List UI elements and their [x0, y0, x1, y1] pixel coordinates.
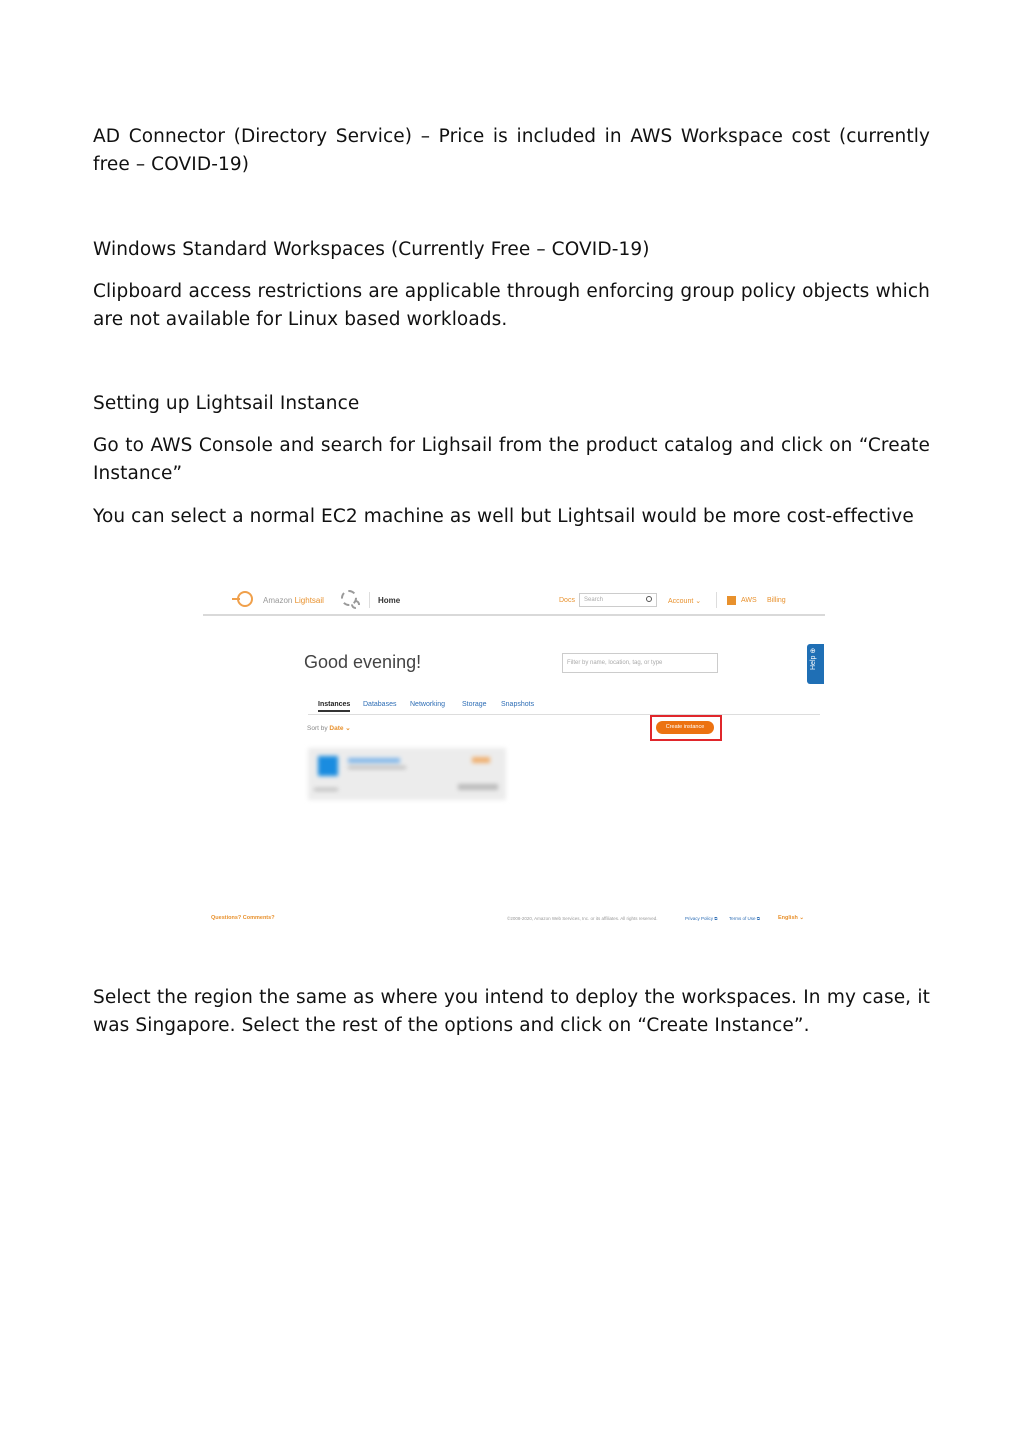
docs-link: Docs: [559, 597, 575, 604]
lightsail-logo-text: Amazon Lightsail: [263, 596, 324, 605]
heading-setting-up-lightsail: Setting up Lightsail Instance: [93, 393, 360, 414]
help-tab: [807, 644, 824, 684]
instance-details-blurred: [348, 766, 406, 769]
filter-input: [562, 653, 718, 673]
paragraph-ec2-alternative: You can select a normal EC2 machine as well but Lightsail would be more cost-effective: [93, 506, 914, 527]
footer-copyright: ©2008-2020, Amazon Web Services, Inc. or its affiliates. All rights reserved.: [507, 916, 658, 921]
footer-terms-link: Terms of Use ⧉: [729, 916, 760, 921]
paragraph-go-to-console: Go to AWS Console and search for Lighsail from the product catalog and click on “Create Instance”: [93, 435, 930, 484]
footer-language: English ⌄: [778, 915, 804, 921]
search-icon: [646, 596, 652, 602]
resource-tabs: [308, 700, 820, 715]
greeting-heading: Good evening!: [304, 652, 422, 672]
instance-actions-icon: [472, 757, 490, 763]
paragraph-clipboard: Clipboard access restrictions are applicable through enforcing group policy objects which are not available for Linux based workloads.: [93, 281, 930, 330]
billing-link: Billing: [767, 597, 786, 604]
aws-box-icon: [727, 596, 736, 605]
tab-networking: Networking: [410, 701, 446, 708]
search-placeholder: Search: [584, 597, 604, 603]
tab-snapshots: Snapshots: [501, 701, 535, 708]
footer-questions: Questions? Comments?: [211, 915, 275, 921]
tab-storage: Storage: [462, 701, 487, 708]
filter-placeholder: Filter by name, location, tag, or type: [567, 660, 663, 666]
instance-status-blurred: [314, 788, 338, 791]
lightsail-topbar: [203, 578, 825, 616]
lightsail-screenshot: [203, 578, 825, 930]
paragraph-windows-workspaces: Windows Standard Workspaces (Currently Free – COVID-19): [93, 239, 650, 260]
tab-instances: Instances: [318, 701, 350, 712]
account-menu: Account ⌄: [668, 598, 702, 605]
divider: [716, 592, 717, 608]
tab-databases: Databases: [363, 701, 397, 708]
footer-privacy-link: Privacy Policy ⧉: [685, 916, 718, 921]
instance-card: [308, 748, 506, 800]
sort-by: Sort by Date ⌄: [307, 725, 351, 732]
gear-small-icon: [351, 600, 360, 609]
paragraph-ad-connector: AD Connector (Directory Service) – Price is included in AWS Workspace cost (currently free – COVID-19): [93, 126, 930, 175]
instance-ip-blurred: [458, 784, 498, 790]
aws-link: AWS: [741, 597, 757, 604]
divider: [369, 592, 370, 608]
lightsail-logo-icon: [237, 591, 253, 607]
home-link: Home: [378, 596, 401, 605]
instance-name-blurred: [348, 758, 400, 763]
help-label: Help ⊕: [810, 647, 817, 670]
paragraph-select-region: Select the region the same as where you intend to deploy the workspaces. In my case, it was Singapore. Select the rest of the options and click on “Create Instance”.: [93, 987, 930, 1036]
create-instance-button: Create instance: [656, 721, 714, 734]
windows-logo-icon: [318, 756, 338, 776]
